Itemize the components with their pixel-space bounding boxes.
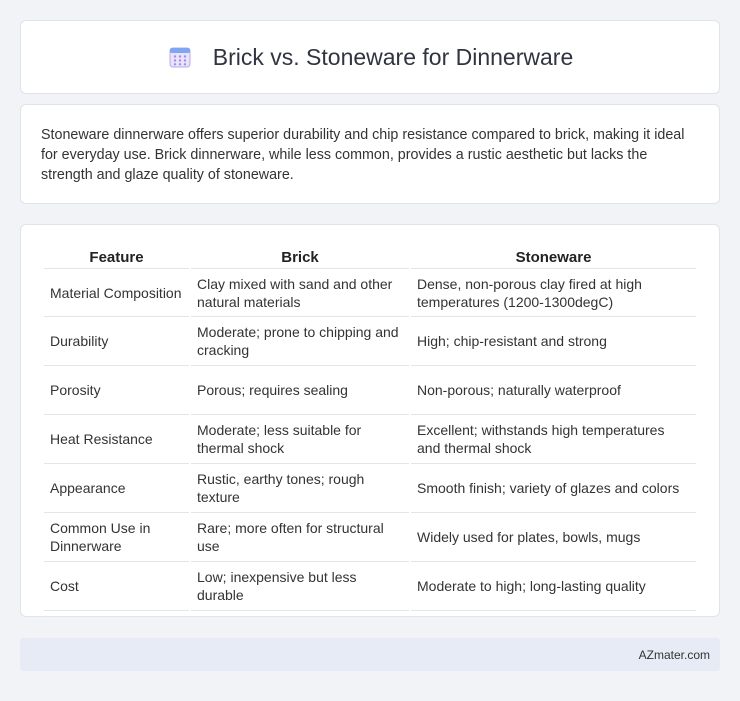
footer-brand[interactable]: AZmater.com [638,647,710,662]
stoneware-cell: Non-porous; naturally waterproof [411,366,696,415]
stoneware-cell: High; chip-resistant and strong [411,317,696,366]
brick-cell: Moderate; less suitable for thermal shock [191,415,409,464]
brick-cell: Porous; requires sealing [191,366,409,415]
page-title: Brick vs. Stoneware for Dinnerware [212,43,574,70]
table-header-row [44,245,696,269]
table-row [44,562,696,611]
brick-cell: Rustic, earthy tones; rough texture [191,464,409,513]
feature-cell: Porosity [44,366,189,415]
table-row [44,269,696,317]
feature-cell: Cost [44,562,189,611]
comparison-table [42,245,698,611]
table-row [44,415,696,464]
feature-cell: Common Use in Dinnerware [44,513,189,562]
intro-text: Stoneware dinnerware offers superior durability and chip resistance compared to brick, making it ideal for everyday use. Brick dinnerware, while less common, provides a rustic aesthetic but lacks the strength and glaze quality of stoneware. [41,127,685,183]
stoneware-cell: Moderate to high; long-lasting quality [411,562,696,611]
title-wrap [167,44,573,71]
table-row [44,513,696,562]
brick-cell: Low; inexpensive but less durable [191,562,409,611]
brick-cell: Clay mixed with sand and other natural materials [191,269,409,317]
stoneware-cell: Dense, non-porous clay fired at high temperatures (1200-1300degC) [411,269,696,317]
feature-cell: Durability [44,317,189,366]
brick-cell: Rare; more often for structural use [191,513,409,562]
calendar-icon [167,44,193,70]
table-row [44,317,696,366]
stoneware-cell: Widely used for plates, bowls, mugs [411,513,696,562]
intro-card [20,104,720,204]
feature-cell: Heat Resistance [44,415,189,464]
feature-cell: Appearance [44,464,189,513]
feature-cell: Material Composition [44,269,189,317]
stoneware-cell: Smooth finish; variety of glazes and colors [411,464,696,513]
stoneware-cell: Excellent; withstands high temperatures and thermal shock [411,415,696,464]
table-row [44,366,696,415]
header-card [20,20,720,94]
footer-bar [20,638,720,671]
column-header-feature: Feature [44,245,189,269]
column-header-stoneware: Stoneware [411,245,696,269]
column-header-brick: Brick [191,245,409,269]
comparison-table-card [20,224,720,617]
brick-cell: Moderate; prone to chipping and cracking [191,317,409,366]
table-row [44,464,696,513]
